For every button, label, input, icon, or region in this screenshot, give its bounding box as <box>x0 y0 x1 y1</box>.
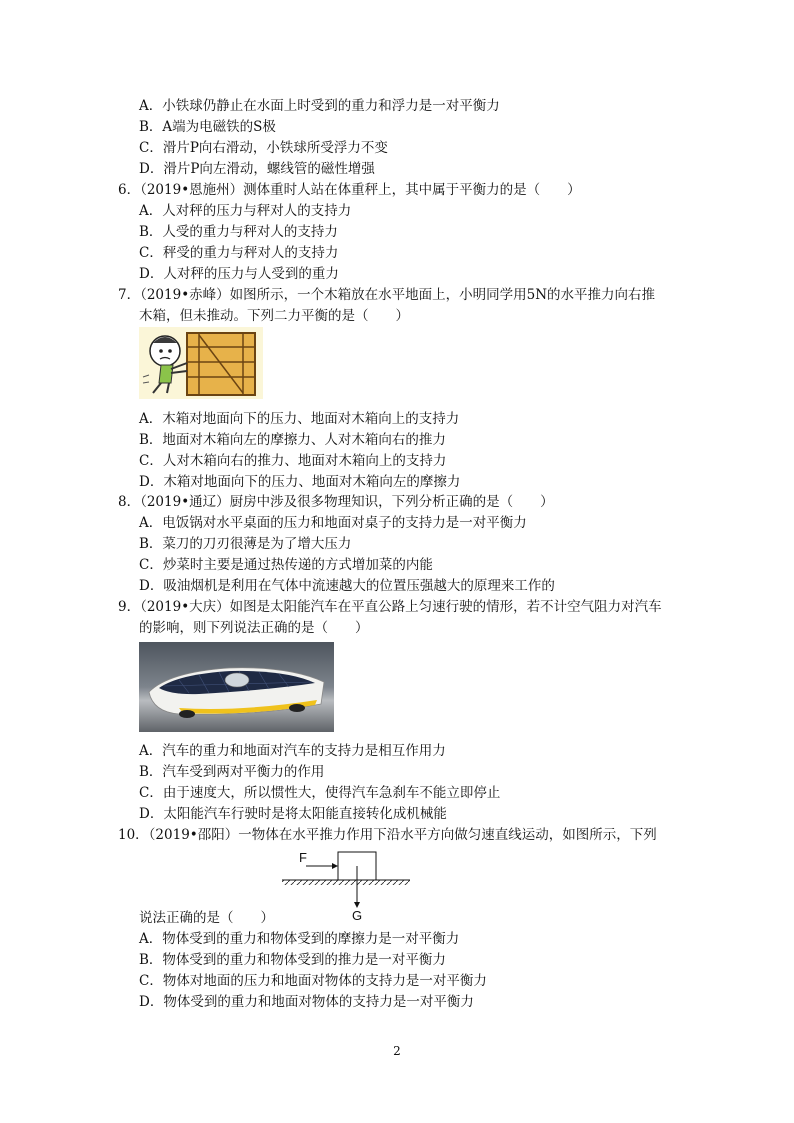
question-10-stem: 10．（2019•邵阳）一物体在水平推力作用下沿水平方向做匀速直线运动，如图所示，下列 <box>118 827 657 843</box>
option-text: D．人对秤的压力与人受到的重力 <box>139 266 339 282</box>
option-text: A．木箱对地面向下的压力、地面对木箱向上的支持力 <box>139 411 460 427</box>
option-text: D．物体受到的重力和地面对物体的支持力是一对平衡力 <box>139 994 474 1010</box>
option-text: B．A端为电磁铁的S极 <box>139 119 276 135</box>
question-7-stem-cont: 木箱，但未推动。下列二力平衡的是（ ） <box>139 308 409 324</box>
solar-car-photo <box>139 642 334 732</box>
option-text: A．汽车的重力和地面对汽车的支持力是相互作用力 <box>139 743 446 759</box>
option-text: C．秤受的重力与秤对人的支持力 <box>139 245 339 261</box>
option-text: C．物体对地面的压力和地面对物体的支持力是一对平衡力 <box>139 973 487 989</box>
option-text: C．滑片P向右滑动，小铁球所受浮力不变 <box>139 140 388 156</box>
question-10-stem-cont: 说法正确的是（ ） <box>139 910 274 926</box>
question-9-stem: 9．（2019•大庆）如图是太阳能汽车在平直公路上匀速行驶的情形，若不计空气阻力对汽车 <box>118 599 662 615</box>
force-label-f: F <box>299 850 307 865</box>
page-number: 2 <box>393 1044 401 1058</box>
force-label-g: G <box>352 908 363 923</box>
option-text: C．炒菜时主要是通过热传递的方式增加菜的内能 <box>139 557 433 573</box>
option-text: B．汽车受到两对平衡力的作用 <box>139 764 325 780</box>
option-text: D．滑片P向左滑动，螺线管的磁性增强 <box>139 161 375 177</box>
option-text: A．电饭锅对水平桌面的压力和地面对桌子的支持力是一对平衡力 <box>139 515 527 531</box>
option-text: B．菜刀的刀刃很薄是为了增大压力 <box>139 536 352 552</box>
option-text: D．木箱对地面向下的压力、地面对木箱向左的摩擦力 <box>139 474 461 490</box>
option-text: A．小铁球仍静止在水面上时受到的重力和浮力是一对平衡力 <box>139 98 500 114</box>
option-text: B．人受的重力与秤对人的支持力 <box>139 224 338 240</box>
option-text: B．物体受到的重力和物体受到的推力是一对平衡力 <box>139 952 446 968</box>
option-text: C．由于速度大，所以惯性大，使得汽车急刹车不能立即停止 <box>139 785 501 801</box>
question-6-stem: 6．（2019•恩施州）测体重时人站在体重秤上，其中属于平衡力的是（ ） <box>118 182 581 198</box>
option-text: C．人对木箱向右的推力、地面对木箱向上的支持力 <box>139 453 447 469</box>
option-text: A．人对秤的压力与秤对人的支持力 <box>139 203 352 219</box>
option-text: B．地面对木箱向左的摩擦力、人对木箱向右的推力 <box>139 432 446 448</box>
question-8-stem: 8．（2019•通辽）厨房中涉及很多物理知识，下列分析正确的是（ ） <box>118 494 554 510</box>
option-text: D．太阳能汽车行驶时是将太阳能直接转化成机械能 <box>139 806 447 822</box>
boy-pushing-box-illustration <box>139 327 263 399</box>
question-9-stem-cont: 的影响，则下列说法正确的是（ ） <box>139 620 369 636</box>
option-text: D．吸油烟机是利用在气体中流速越大的位置压强越大的原理来工作的 <box>139 578 555 594</box>
question-7-stem: 7．（2019•赤峰）如图所示，一个木箱放在水平地面上，小明同学用5N的水平推力向右推 <box>118 287 656 303</box>
option-text: A．物体受到的重力和物体受到的摩擦力是一对平衡力 <box>139 931 460 947</box>
